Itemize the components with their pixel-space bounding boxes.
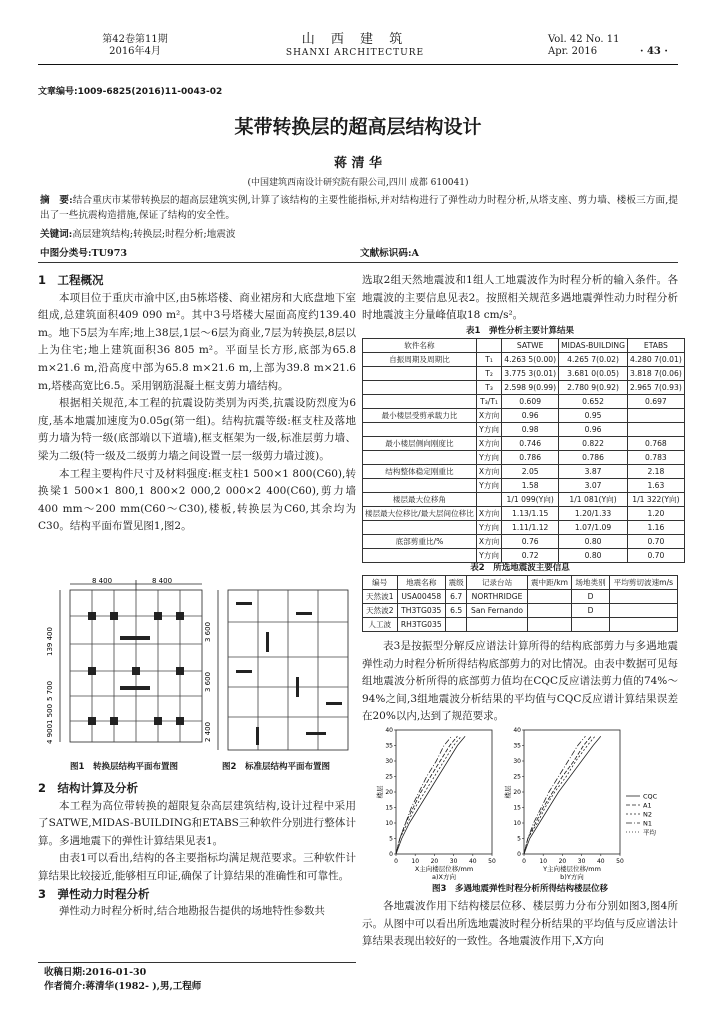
table-cell: 1/1 322(Y向) (627, 493, 684, 507)
dim-label: 3 600 (204, 671, 212, 692)
dim-label: 8 400 (92, 577, 113, 585)
table-cell: 楼层最大位移比/最大层间位移比 (363, 507, 477, 521)
x-tick-label: 0 (394, 858, 398, 865)
x-tick-label: 20 (430, 858, 439, 865)
table-cell: 6.5 (446, 604, 467, 618)
table-row (363, 437, 685, 451)
plot-frame (396, 730, 492, 854)
y-tick-label: 25 (385, 773, 393, 781)
series-line-N2 (396, 736, 461, 854)
abstract-rule (38, 262, 678, 263)
table-cell: 底部剪重比/% (363, 535, 477, 549)
right-paragraph-2 (362, 898, 678, 951)
table-cell (609, 590, 677, 604)
table-cell: USA00458 (397, 590, 446, 604)
figure-3-charts (374, 722, 674, 880)
table-cell: 0.96 (559, 423, 628, 437)
table-cell: 3.818 7(0.06) (627, 367, 684, 381)
table-cell: San Fernando (467, 604, 527, 618)
received-date: 收稿日期:2016-01-30 (44, 967, 147, 978)
table-cell (609, 604, 677, 618)
series-line-N1 (396, 736, 452, 854)
table-row (363, 590, 678, 604)
y-tick-label: 30 (385, 758, 393, 765)
table-cell: 3.87 (559, 465, 628, 479)
affiliation: (中国建筑西南设计研究院有限公司,四川 成都 610041) (247, 178, 469, 188)
table-cell: 0.609 (502, 395, 559, 409)
table-cell: X方向 (476, 465, 501, 479)
table-cell: 3.07 (559, 479, 628, 493)
table-cell: 1.63 (627, 479, 684, 493)
legend-label: A1 (643, 801, 652, 810)
table-row (363, 423, 685, 437)
table-row (363, 367, 685, 381)
table-cell: 天然波2 (363, 604, 398, 618)
table-cell: 2.598 9(0.99) (502, 381, 559, 395)
table-cell: 3.681 0(0.05) (559, 367, 628, 381)
table-cell (467, 618, 527, 632)
table-cell: D (572, 604, 609, 618)
chart-subtitle: b)Y方向 (560, 873, 584, 880)
x-axis-label: Y主向楼层位移/mm (543, 865, 601, 873)
keywords (40, 227, 678, 242)
table-row (363, 353, 685, 367)
table-cell: NORTHRIDGE (467, 590, 527, 604)
table-cell: X方向 (476, 409, 501, 423)
dim-label: 1 500 (46, 703, 54, 724)
table-cell: Y方向 (476, 549, 501, 563)
table-cell: 0.786 (502, 451, 559, 465)
table-cell: 0.783 (627, 451, 684, 465)
plot-frame (524, 730, 620, 854)
keywords-label: 关键词: (40, 229, 73, 240)
series-line-N1 (524, 736, 585, 854)
table-cell: 0.76 (502, 535, 559, 549)
table-row (363, 451, 685, 465)
y-tick-label: 20 (513, 789, 521, 796)
x-tick-label: 30 (577, 858, 586, 865)
footnote (44, 966, 201, 994)
table-2-header: 震中距/km (527, 576, 572, 590)
table-2-header: 编号 (363, 576, 398, 590)
left-column (38, 272, 356, 536)
abstract-text: 结合重庆市某带转换层的超高层建筑实例,计算了该结构的主要性能指标,并对结构进行了弹性动力时程分析,从塔支座、剪力墙、楼板三方面,提出了一些抗震构造措施,保证了结构的安全性。 (40, 195, 678, 221)
y-tick-label: 40 (513, 727, 521, 734)
table-cell: X方向 (476, 437, 501, 451)
x-tick-label: 10 (539, 858, 548, 865)
table-cell: 自振周期及周期比 (363, 353, 477, 367)
paragraph: 由表1可以看出,结构的各主要指标均满足规范要求。三种软件计算结果比较接近,能够相互印证,确保了计算结果的准确性和可靠性。 (38, 852, 356, 882)
figure-1-caption: 图1 转换层结构平面布置图 (70, 762, 178, 772)
table-cell (609, 618, 677, 632)
table-1-header: SATWE (502, 339, 559, 353)
journal-volume: Vol. 42 No. 11 Apr. 2016 (548, 34, 620, 57)
table-cell (363, 395, 477, 409)
table-cell (527, 618, 572, 632)
chart-subtitle: a)X方向 (432, 873, 456, 880)
table-2-header: 记录台站 (467, 576, 527, 590)
x-tick-label: 20 (558, 858, 567, 865)
table-row (363, 493, 685, 507)
table-1-header (476, 339, 501, 353)
series-line-CQC (396, 736, 465, 854)
table-cell: 2.05 (502, 465, 559, 479)
table-cell: 0.746 (502, 437, 559, 451)
legend-label: CQC (643, 792, 658, 801)
table-cell: 结构整体稳定刚重比 (363, 465, 477, 479)
table-cell: 0.80 (559, 549, 628, 563)
table-cell: 1/1 099(Y向) (502, 493, 559, 507)
table-1-caption: 表1 弹性分析主要计算结果 (466, 326, 574, 336)
table-cell: 6.7 (446, 590, 467, 604)
x-tick-label: 10 (411, 858, 420, 865)
table-cell: 最小楼层受剪承载力比 (363, 409, 477, 423)
table-row (363, 395, 685, 409)
y-tick-label: 30 (513, 758, 521, 765)
author: 蒋 清 华 (333, 156, 383, 171)
table-cell: Y方向 (476, 479, 501, 493)
paragraph: 本项目位于重庆市渝中区,由5栋塔楼、商业裙房和大底盘地下室组成,总建筑面积409 090 m²。其中3号塔楼大屋面高度约139.40 m。地下5层为车库;地上38层,1层～6层为商业,7层为转换层,8层以上为住宅;地上建筑面积36 805 m²。平面呈长方形,底部为65.8 m×21.6 m,沿高度中部为65.8 m×21.6 m,上部为39.8 m×21.6 m,塔楼高宽比6.5。采用钢筋混凝土框支剪力墙结构。 (38, 291, 356, 392)
table-1-header: 软件名称 (363, 339, 477, 353)
left-column-lower (38, 780, 356, 921)
table-cell (527, 590, 572, 604)
table-cell (476, 493, 501, 507)
abstract-label: 摘 要: (40, 195, 73, 206)
table-cell: 4.280 7(0.01) (627, 353, 684, 367)
table-cell (627, 409, 684, 423)
legend-label: N1 (643, 819, 652, 828)
series-line-N2 (524, 736, 595, 854)
table-cell: 0.70 (627, 549, 684, 563)
table-cell: 2.780 9(0.92) (559, 381, 628, 395)
table-cell (363, 479, 477, 493)
series-line-CQC (524, 736, 601, 854)
header-rule (38, 64, 678, 65)
table-cell: 0.98 (502, 423, 559, 437)
y-tick-label: 5 (517, 835, 521, 843)
table-2 (362, 575, 678, 632)
legend-label: 平均 (643, 828, 656, 837)
x-tick-label: 30 (449, 858, 458, 865)
table-cell: 0.768 (627, 437, 684, 451)
table-cell: T₂ (476, 367, 501, 381)
table-row (363, 521, 685, 535)
table-1-header: ETABS (627, 339, 684, 353)
table-row (363, 535, 685, 549)
table-cell: 0.72 (502, 549, 559, 563)
y-tick-label: 25 (513, 773, 521, 781)
table-cell: 1.07/1.09 (559, 521, 628, 535)
page-number: · 43 · (640, 46, 668, 57)
x-tick-label: 50 (616, 858, 624, 865)
dim-label: 4 900 (46, 723, 54, 744)
y-tick-label: 20 (385, 789, 393, 796)
y-axis-label: 楼层 (376, 785, 384, 799)
x-tick-label: 40 (468, 858, 477, 865)
table-row (363, 618, 678, 632)
table-cell: 4.263 5(0.00) (502, 353, 559, 367)
table-cell: 0.95 (559, 409, 628, 423)
table-cell: 0.822 (559, 437, 628, 451)
table-row (363, 409, 685, 423)
table-2-header: 震级 (446, 576, 467, 590)
table-cell: X方向 (476, 507, 501, 521)
table-cell: 3.775 3(0.01) (502, 367, 559, 381)
table-cell (363, 423, 477, 437)
table-row (363, 604, 678, 618)
table-cell: T₃/T₁ (476, 395, 501, 409)
figure-2-plan (196, 582, 354, 758)
table-cell: Y方向 (476, 423, 501, 437)
y-axis-label: 楼层 (504, 785, 512, 799)
table-cell (446, 618, 467, 632)
table-cell: 1.20 (627, 507, 684, 521)
x-tick-label: 0 (522, 858, 526, 865)
table-cell (363, 367, 477, 381)
y-tick-label: 15 (385, 804, 393, 812)
figure-1-plan (40, 576, 212, 758)
table-cell: 人工波 (363, 618, 398, 632)
y-tick-label: 0 (389, 851, 393, 858)
document-code: 文献标识码:A (360, 248, 419, 259)
clc-number: 中图分类号:TU973 (40, 248, 128, 259)
table-cell: 0.652 (559, 395, 628, 409)
figure-3-caption: 图3 多遇地震弹性时程分析所得结构楼层位移 (432, 884, 608, 894)
table-1 (362, 338, 685, 563)
section-3-heading: 3 弹性动力时程分析 (38, 886, 150, 901)
footnote-rule (38, 962, 356, 963)
dim-label: 3 600 (204, 621, 212, 642)
table-cell: 0.70 (627, 535, 684, 549)
table-cell: T₁ (476, 353, 501, 367)
paragraph: 本工程主要构件尺寸及材料强度:框支柱1 500×1 800(C60),转换梁1 500×1 800,1 800×2 000,2 000×2 400(C60),剪力墙400 mm～200 mm(C60～C30),楼板,转换层为C60,其余均为C30。结构平面布置见图1,图2。 (38, 467, 356, 533)
table-2-header: 地震名称 (397, 576, 446, 590)
table-cell: 1.20/1.33 (559, 507, 628, 521)
table-cell: 2.965 7(0.93) (627, 381, 684, 395)
table-cell: Y方向 (476, 451, 501, 465)
table-2-caption: 表2 所选地震波主要信息 (470, 563, 570, 573)
table-cell: 0.80 (559, 535, 628, 549)
table-cell: 0.786 (559, 451, 628, 465)
x-axis-label: X主向楼层位移/mm (414, 865, 474, 873)
paragraph: 各地震波作用下结构楼层位移、楼层剪力分布分别如图3,图4所示。从图中可以看出所选地震波时程分析结果的平均值与反应谱法计算结果表现出较好的一致性。各地震波作用下,X方向 (362, 900, 678, 948)
table-cell: 1.58 (502, 479, 559, 493)
x-tick-label: 50 (488, 858, 496, 865)
table-cell (363, 381, 477, 395)
y-tick-label: 15 (513, 804, 521, 812)
table-cell: 0.96 (502, 409, 559, 423)
y-tick-label: 35 (513, 742, 521, 750)
right-paragraph-1 (362, 638, 678, 726)
table-row (363, 479, 685, 493)
dim-label: 139 400 (46, 627, 54, 656)
table-1-header: MIDAS-BUILDING (559, 339, 628, 353)
y-tick-label: 10 (513, 820, 521, 827)
section-2-heading: 2 结构计算及分析 (38, 781, 139, 795)
table-cell (572, 618, 609, 632)
paragraph: 根据相关规范,本工程的抗震设防类别为丙类,抗震设防烈度为6度,基本地震加速度为0.05g(第一组)。结构抗震等级:框支柱及落地剪力墙为特一级(底部端以下道墙),框支框架为一级,标准层剪力墙、梁为二级(特一级及二级剪力墙之间设置一层一级剪力墙过渡)。 (38, 397, 356, 462)
journal-name: 山 西 建 筑 SHANXI ARCHITECTURE (285, 32, 425, 58)
table-cell: 楼层最大位移角 (363, 493, 477, 507)
table-cell: 0.697 (627, 395, 684, 409)
table-2-header: 场地类别 (572, 576, 609, 590)
table-cell (363, 451, 477, 465)
paragraph: 选取2组天然地震波和1组人工地震波作为时程分析的输入条件。各地震波的主要信息见表2。按照相关规范多遇地震弹性动力时程分析时地震波主分量峰值取18 cm/s²。 (362, 274, 678, 322)
legend-label: N2 (643, 810, 652, 819)
table-2-header: 平均剪切波速m/s (609, 576, 677, 590)
table-cell: T₃ (476, 381, 501, 395)
abstract (40, 193, 678, 223)
author-bio: 作者简介:蒋清华(1982- ),男,工程师 (44, 981, 202, 992)
table-cell: X方向 (476, 535, 501, 549)
right-intro (362, 272, 678, 325)
keywords-text: 高层建筑结构;转换层;时程分析;地震波 (72, 229, 236, 240)
y-tick-label: 0 (517, 851, 521, 858)
table-cell: TH3TG035 (397, 604, 446, 618)
table-cell (627, 423, 684, 437)
journal-issue: 第42卷第11期 2016年4月 (102, 34, 168, 57)
paragraph: 表3是按振型分解反应谱法计算所得的结构底部剪力与多遇地震弹性动力时程分析所得结构底部剪力的对比情况。由表中数据可见每组地震波分析所得的底部剪力值均在CQC反应谱法剪力值的74%～94%之间,3组地震波分析结果的平均值与CQC反应谱计算结果误差在20%以内,达到了规范要求。 (362, 640, 678, 723)
y-tick-label: 40 (385, 727, 393, 734)
dim-label: 8 400 (152, 577, 173, 585)
table-cell (363, 521, 477, 535)
dim-label: 2 400 (204, 721, 212, 742)
paper-title: 某带转换层的超高层结构设计 (234, 116, 482, 138)
y-tick-label: 35 (385, 742, 393, 750)
table-cell: 1.11/1.12 (502, 521, 559, 535)
table-cell (527, 604, 572, 618)
table-cell: 2.18 (627, 465, 684, 479)
table-cell: 最小楼层侧向刚度比 (363, 437, 477, 451)
y-tick-label: 5 (389, 835, 393, 843)
section-1-heading: 1 工程概况 (38, 273, 104, 287)
y-tick-label: 10 (385, 820, 393, 827)
table-cell: RH3TG035 (397, 618, 446, 632)
paragraph: 弹性动力时程分析时,结合地勘报告提供的场地特性参数共 (59, 905, 325, 918)
article-number: 文章编号:1009-6825(2016)11-0043-02 (38, 87, 223, 97)
table-cell: 1.16 (627, 521, 684, 535)
table-cell: 天然波1 (363, 590, 398, 604)
paragraph: 本工程为高位带转换的超限复杂高层建筑结构,设计过程中采用了SATWE,MIDAS-BUILDING和ETABS三种软件分别进行整体计算。多遇地震下的弹性计算结果见表1。 (38, 799, 356, 847)
table-cell: Y方向 (476, 521, 501, 535)
table-row (363, 465, 685, 479)
table-cell: 1.13/1.15 (502, 507, 559, 521)
table-row (363, 381, 685, 395)
table-cell: D (572, 590, 609, 604)
table-cell: 4.265 7(0.02) (559, 353, 628, 367)
figure-2-caption: 图2 标准层结构平面布置图 (222, 762, 330, 772)
table-cell: 1/1 081(Y向) (559, 493, 628, 507)
dim-label: 5 700 (46, 680, 54, 701)
table-row (363, 507, 685, 521)
x-tick-label: 40 (596, 858, 605, 865)
